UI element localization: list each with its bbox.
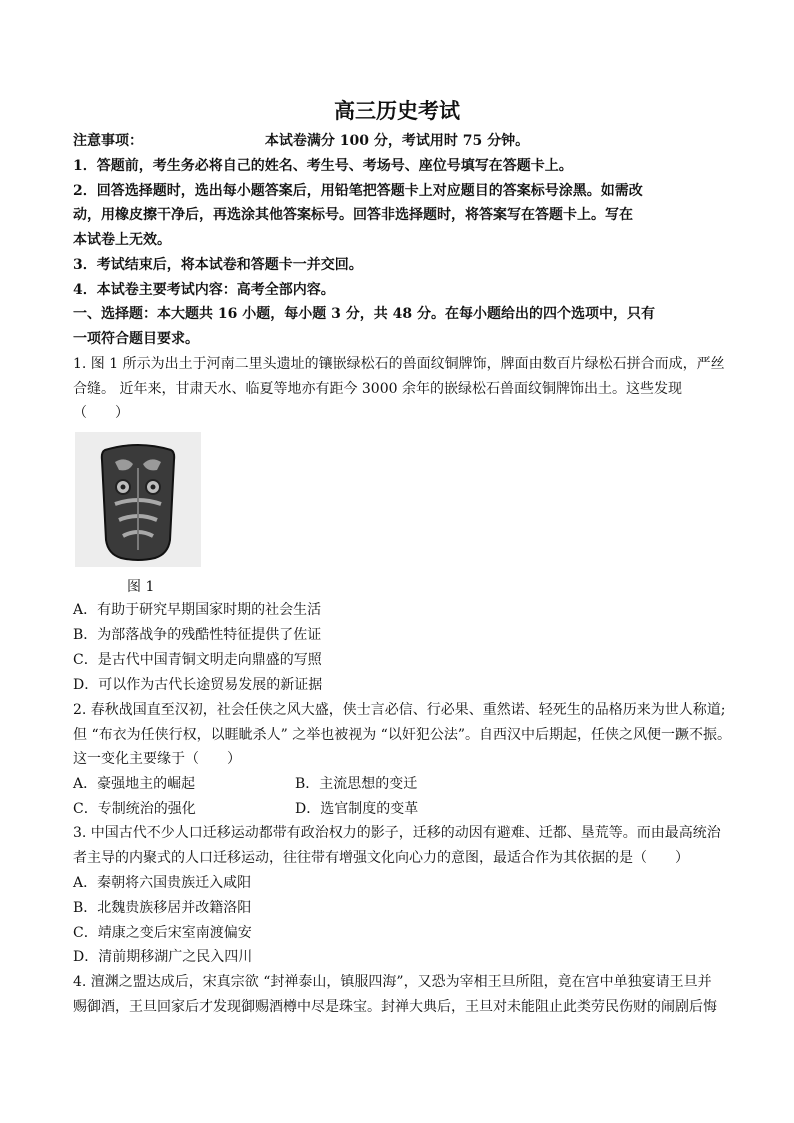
figure-1-caption: 图 1: [127, 579, 155, 595]
figure-1-image: [75, 432, 201, 567]
notice-item-4: 4．本试卷主要考试内容：高考全部内容。: [73, 282, 335, 298]
q3-option-d: D．清前期移湖广之民入四川: [73, 949, 253, 965]
notice-item-1: 1．答题前，考生务必将自己的姓名、考生号、考场号、座位号填写在答题卡上。: [73, 158, 573, 174]
q2-option-d: D．选官制度的变革: [295, 801, 419, 817]
section-heading-cont: 一项符合题目要求。: [73, 331, 199, 347]
q2-option-c: C．专制统治的强化: [73, 801, 196, 817]
notice-item-2-end: 本试卷上无效。: [73, 232, 171, 248]
section-heading: 一、选择题：本大题共 16 小题，每小题 3 分，共 48 分。在每小题给出的四个选项中，只有: [73, 306, 655, 322]
exam-subtitle: 本试卷满分 100 分，考试用时 75 分钟。: [264, 133, 530, 149]
q3-option-a: A．秦朝将六国贵族迁入咸阳: [73, 875, 252, 891]
q2-stem-line-1: 2. 春秋战国直至汉初，社会任侠之风大盛，侠士言必信、行必果、重然诺、轻死生的品格历来为世人称道;: [73, 702, 726, 718]
q1-option-a: A．有助于研究早期国家时期的社会生活: [73, 602, 322, 618]
notice-item-2: 2．回答选择题时，选出每小题答案后，用铅笔把答题卡上对应题目的答案标号涂黑。如需改: [73, 183, 643, 199]
q2-stem-line-3: 这一变化主要缘于（ ）: [73, 751, 241, 767]
q2-stem-line-2: 但 “布衣为任侠行权，以睚眦杀人” 之举也被视为 “以奸犯公法”。自西汉中后期起，任侠之风便一蹶不振。: [73, 727, 731, 743]
q2-option-b: B．主流思想的变迁: [295, 776, 418, 792]
q4-stem-line-2: 赐御酒，王旦回家后才发现御赐酒樽中尽是珠宝。封禅大典后，王旦对未能阻止此类劳民伤财的闹剧后悔: [73, 999, 717, 1015]
bronze-plaque-icon: [75, 432, 201, 567]
q1-stem-line-3: （ ）: [73, 405, 129, 421]
q3-option-c: C．靖康之变后宋室南渡偏安: [73, 925, 252, 941]
q3-stem-line-2: 者主导的内聚式的人口迁移运动，往往带有增强文化向心力的意图，最适合作为其依据的是（ ）: [73, 850, 689, 866]
notice-heading: 注意事项：: [73, 133, 143, 149]
q3-stem-line-1: 3. 中国古代不少人口迁移运动都带有政治权力的影子，迁移的动因有避难、迁都、垦荒等。而由最高统治: [73, 825, 721, 841]
q2-options-row-1: [73, 774, 723, 794]
q2-option-a: A．豪强地主的崛起: [73, 776, 196, 792]
q1-option-d: D．可以作为古代长途贸易发展的新证据: [73, 677, 323, 693]
notice-item-2-cont: 动，用橡皮擦干净后，再选涂其他答案标号。回答非选择题时，将答案写在答题卡上。写在: [73, 207, 633, 223]
q1-stem-line-2: 合缝。 近年来，甘肃天水、临夏等地亦有距今 3000 余年的嵌绿松石兽面纹铜牌饰出土。这些发现: [73, 381, 682, 397]
q1-stem-line-1: 1. 图 1 所示为出土于河南二里头遗址的镶嵌绿松石的兽面纹铜牌饰，牌面由数百片绿松石拼合而成，严丝: [73, 356, 725, 372]
q4-stem-line-1: 4. 澶渊之盟达成后，宋真宗欲 “封禅泰山，镇服四海”，又恐为宰相王旦所阻，竟在宫中单独宴请王旦并: [73, 974, 712, 990]
q1-option-b: B．为部落战争的残酷性特征提供了佐证: [73, 627, 322, 643]
exam-title: 高三历史考试: [334, 98, 460, 123]
q1-option-c: C．是古代中国青铜文明走向鼎盛的写照: [73, 652, 322, 668]
q2-options-row-2: [73, 799, 723, 819]
q3-option-b: B．北魏贵族移居并改籍洛阳: [73, 900, 252, 916]
notice-item-3: 3．考试结束后，将本试卷和答题卡一并交回。: [73, 257, 363, 273]
